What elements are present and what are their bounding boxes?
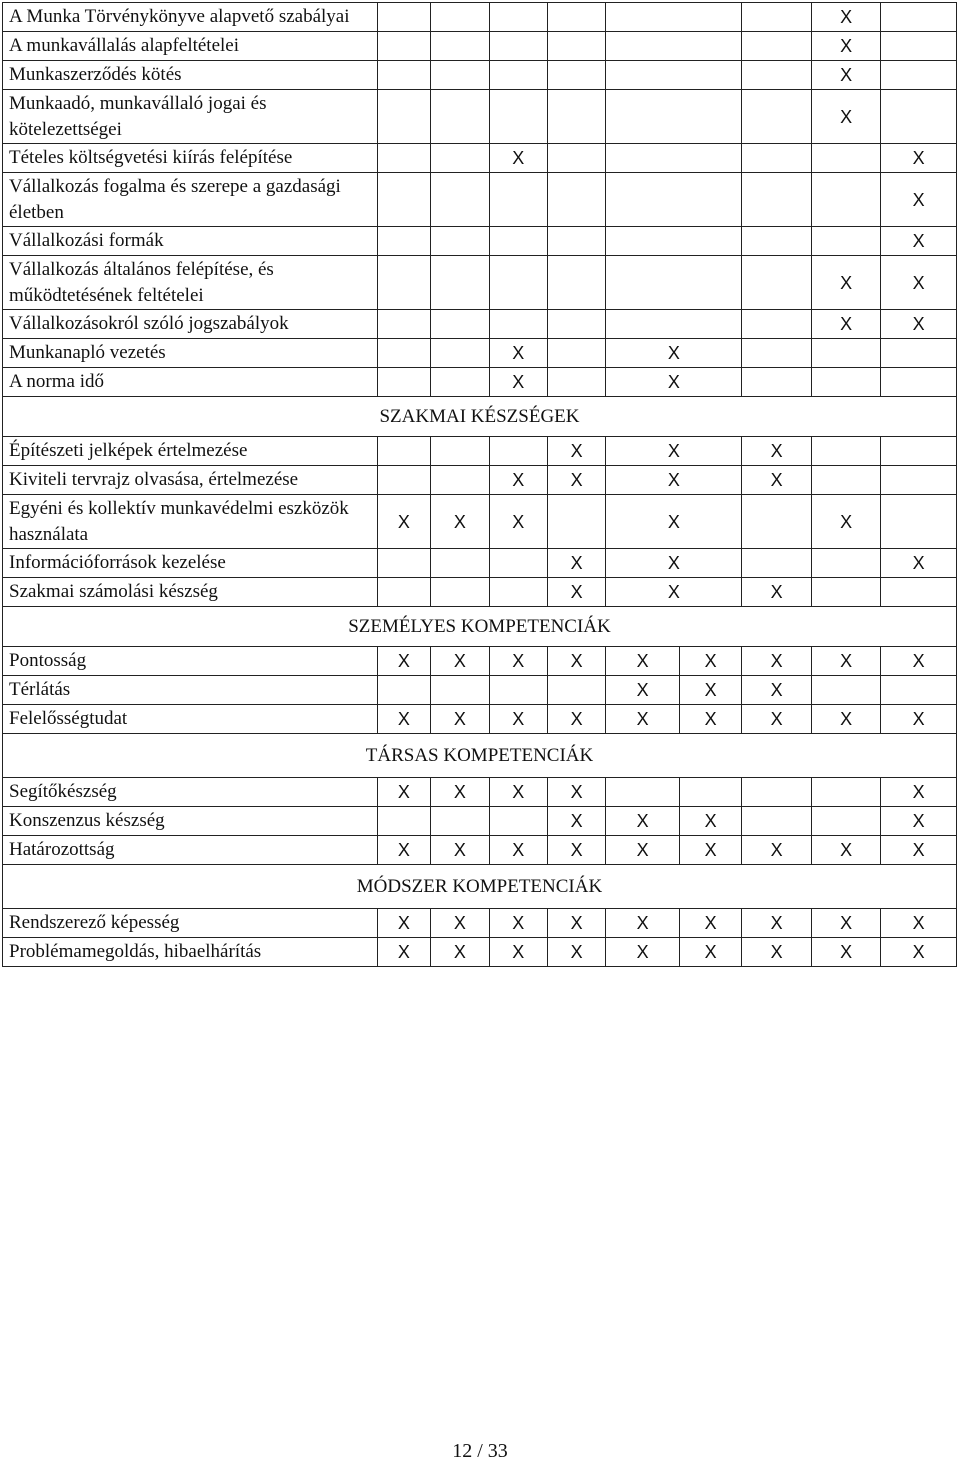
mark-cell: X [679,938,741,967]
mark-cell [811,368,881,397]
table-row [3,339,957,368]
mark-cell [606,3,742,32]
mark-cell [431,3,489,32]
mark-cell [489,227,547,256]
mark-cell: X [606,368,742,397]
mark-cell: X [547,437,605,466]
mark-cell: X [606,466,742,495]
competency-matrix-table [2,2,957,967]
row-label: A norma idő [3,368,378,397]
mark-cell: X [811,647,881,676]
mark-cell: X [811,705,881,734]
mark-cell [489,256,547,310]
section-header: TÁRSAS KOMPETENCIÁK [3,734,957,778]
mark-cell [489,676,547,705]
mark-cell [547,495,605,549]
mark-cell [606,32,742,61]
mark-cell: X [881,227,957,256]
mark-cell: X [489,647,547,676]
mark-cell: X [742,938,812,967]
mark-cell [431,807,489,836]
page-number: 12 / 33 [452,1440,508,1462]
mark-cell: X [881,836,957,865]
mark-cell: X [881,647,957,676]
mark-cell [547,310,605,339]
row-label: Rendszerező képesség [3,909,378,938]
row-label: Segítőkészség [3,778,378,807]
mark-cell: X [547,466,605,495]
mark-cell: X [489,836,547,865]
mark-cell [811,437,881,466]
mark-cell: X [742,705,812,734]
mark-cell: X [606,909,680,938]
mark-cell: X [742,836,812,865]
mark-cell: X [431,705,489,734]
mark-cell: X [547,705,605,734]
mark-cell [742,778,812,807]
table-row [3,32,957,61]
mark-cell [377,227,430,256]
mark-cell: X [742,909,812,938]
mark-cell: X [547,836,605,865]
mark-cell: X [377,778,430,807]
mark-cell: X [547,938,605,967]
mark-cell: X [811,256,881,310]
mark-cell [742,368,812,397]
mark-cell: X [489,705,547,734]
row-label: Munkaszerződés kötés [3,61,378,90]
mark-cell: X [881,705,957,734]
section-header: SZAKMAI KÉSZSÉGEK [3,397,957,437]
mark-cell: X [431,836,489,865]
row-label: Vállalkozási formák [3,227,378,256]
table-row [3,578,957,607]
mark-cell [881,437,957,466]
mark-cell [606,61,742,90]
table-row [3,256,957,310]
mark-cell [881,3,957,32]
mark-cell: X [606,549,742,578]
mark-cell [742,32,812,61]
mark-cell: X [606,578,742,607]
mark-cell: X [431,647,489,676]
row-label: Felelősségtudat [3,705,378,734]
mark-cell [431,549,489,578]
mark-cell [377,90,430,144]
mark-cell [431,227,489,256]
mark-cell [606,227,742,256]
mark-cell: X [881,173,957,227]
mark-cell [377,61,430,90]
mark-cell: X [377,647,430,676]
mark-cell: X [742,578,812,607]
mark-cell: X [489,778,547,807]
mark-cell [881,578,957,607]
mark-cell [377,807,430,836]
table-row [3,647,957,676]
mark-cell: X [811,3,881,32]
mark-cell: X [811,909,881,938]
mark-cell [606,90,742,144]
mark-cell: X [881,549,957,578]
table-row [3,909,957,938]
mark-cell [547,227,605,256]
table-row [3,836,957,865]
mark-cell: X [742,466,812,495]
mark-cell [881,90,957,144]
mark-cell [489,32,547,61]
mark-cell [547,173,605,227]
mark-cell [679,778,741,807]
mark-cell [742,90,812,144]
row-label: Konszenzus készség [3,807,378,836]
mark-cell: X [606,676,680,705]
row-label: Szakmai számolási készség [3,578,378,607]
mark-cell [811,339,881,368]
mark-cell: X [606,938,680,967]
row-label: Munkaadó, munkavállaló jogai és kötelezettségei [3,90,378,144]
table-row [3,807,957,836]
mark-cell [489,549,547,578]
row-label: Határozottság [3,836,378,865]
mark-cell: X [881,310,957,339]
mark-cell [431,466,489,495]
mark-cell [811,144,881,173]
mark-cell [377,339,430,368]
mark-cell [881,495,957,549]
mark-cell: X [547,647,605,676]
mark-cell [377,676,430,705]
mark-cell: X [811,310,881,339]
mark-cell: X [679,647,741,676]
mark-cell: X [606,807,680,836]
table-row [3,549,957,578]
table-row [3,495,957,549]
mark-cell [606,173,742,227]
mark-cell: X [606,705,680,734]
table-row [3,173,957,227]
mark-cell: X [547,778,605,807]
row-label: Pontosság [3,647,378,676]
mark-cell [881,61,957,90]
mark-cell: X [606,647,680,676]
row-label: A munkavállalás alapfeltételei [3,32,378,61]
mark-cell [431,339,489,368]
mark-cell: X [742,676,812,705]
mark-cell [489,173,547,227]
mark-cell: X [881,256,957,310]
mark-cell: X [679,705,741,734]
mark-cell [547,32,605,61]
mark-cell [881,339,957,368]
mark-cell [547,144,605,173]
mark-cell [881,676,957,705]
mark-cell [431,144,489,173]
mark-cell: X [606,836,680,865]
mark-cell [547,339,605,368]
mark-cell [489,3,547,32]
mark-cell [431,578,489,607]
table-row [3,938,957,967]
mark-cell [811,778,881,807]
mark-cell [811,173,881,227]
mark-cell [431,310,489,339]
mark-cell: X [489,909,547,938]
mark-cell [431,437,489,466]
row-label: Vállalkozásokról szóló jogszabályok [3,310,378,339]
mark-cell [377,3,430,32]
mark-cell: X [606,495,742,549]
mark-cell: X [606,339,742,368]
table-row [3,705,957,734]
mark-cell: X [881,778,957,807]
section-header-row [3,607,957,647]
mark-cell: X [811,495,881,549]
row-label: Kiviteli tervrajz olvasása, értelmezése [3,466,378,495]
mark-cell: X [377,836,430,865]
mark-cell [606,310,742,339]
mark-cell [742,256,812,310]
row-label: A Munka Törvénykönyve alapvető szabályai [3,3,378,32]
table-row [3,310,957,339]
table-row [3,61,957,90]
mark-cell [377,144,430,173]
mark-cell [742,144,812,173]
mark-cell [742,61,812,90]
mark-cell [489,578,547,607]
row-label: Térlátás [3,676,378,705]
mark-cell: X [811,32,881,61]
mark-cell [547,368,605,397]
mark-cell [489,807,547,836]
mark-cell [377,173,430,227]
mark-cell: X [377,495,430,549]
section-header-row [3,865,957,909]
mark-cell: X [377,705,430,734]
mark-cell [606,256,742,310]
mark-cell: X [881,144,957,173]
mark-cell: X [679,807,741,836]
mark-cell [547,256,605,310]
mark-cell: X [547,807,605,836]
mark-cell [377,368,430,397]
mark-cell [377,466,430,495]
table-row [3,437,957,466]
mark-cell [811,549,881,578]
row-label: Munkanapló vezetés [3,339,378,368]
mark-cell [606,778,680,807]
mark-cell [547,3,605,32]
mark-cell [431,61,489,90]
mark-cell: X [431,778,489,807]
mark-cell: X [679,676,741,705]
row-label: Vállalkozás általános felépítése, és működtetésének feltételei [3,256,378,310]
mark-cell [811,807,881,836]
mark-cell [377,437,430,466]
mark-cell [377,578,430,607]
mark-cell [742,549,812,578]
table-row [3,466,957,495]
mark-cell: X [811,836,881,865]
table-row [3,778,957,807]
mark-cell [377,32,430,61]
table-row [3,368,957,397]
row-label: Egyéni és kollektív munkavédelmi eszközök használata [3,495,378,549]
section-header: SZEMÉLYES KOMPETENCIÁK [3,607,957,647]
mark-cell [742,495,812,549]
mark-cell [881,466,957,495]
mark-cell [547,61,605,90]
row-label: Tételes költségvetési kiírás felépítése [3,144,378,173]
row-label: Építészeti jelképek értelmezése [3,437,378,466]
mark-cell [811,227,881,256]
mark-cell [742,339,812,368]
mark-cell [489,437,547,466]
mark-cell [489,61,547,90]
mark-cell: X [489,339,547,368]
mark-cell [431,32,489,61]
mark-cell: X [811,938,881,967]
mark-cell [811,578,881,607]
mark-cell [431,256,489,310]
mark-cell [811,676,881,705]
mark-cell: X [811,61,881,90]
mark-cell: X [547,909,605,938]
mark-cell [431,173,489,227]
mark-cell [742,807,812,836]
mark-cell [881,32,957,61]
mark-cell: X [489,144,547,173]
table-row [3,90,957,144]
mark-cell: X [489,938,547,967]
mark-cell [377,549,430,578]
mark-cell [377,310,430,339]
mark-cell: X [489,466,547,495]
mark-cell: X [679,836,741,865]
mark-cell: X [811,90,881,144]
table-row [3,676,957,705]
row-label: Problémamegoldás, hibaelhárítás [3,938,378,967]
mark-cell [742,310,812,339]
mark-cell [377,256,430,310]
mark-cell [431,90,489,144]
mark-cell: X [547,549,605,578]
mark-cell: X [742,647,812,676]
mark-cell [881,368,957,397]
table-row [3,3,957,32]
mark-cell [431,368,489,397]
mark-cell [811,466,881,495]
section-header-row [3,734,957,778]
mark-cell: X [431,938,489,967]
mark-cell [742,173,812,227]
mark-cell: X [881,938,957,967]
mark-cell [547,90,605,144]
mark-cell: X [881,909,957,938]
mark-cell: X [377,909,430,938]
table-row [3,227,957,256]
section-header-row [3,397,957,437]
mark-cell [547,676,605,705]
mark-cell: X [881,807,957,836]
mark-cell: X [377,938,430,967]
mark-cell [742,227,812,256]
row-label: Vállalkozás fogalma és szerepe a gazdasági életben [3,173,378,227]
mark-cell: X [431,909,489,938]
mark-cell: X [489,495,547,549]
mark-cell: X [547,578,605,607]
section-header: MÓDSZER KOMPETENCIÁK [3,865,957,909]
mark-cell [606,144,742,173]
mark-cell [742,3,812,32]
mark-cell: X [742,437,812,466]
mark-cell [489,90,547,144]
mark-cell: X [431,495,489,549]
mark-cell: X [679,909,741,938]
row-label: Információforrások kezelése [3,549,378,578]
mark-cell [431,676,489,705]
table-row [3,144,957,173]
mark-cell: X [489,368,547,397]
mark-cell: X [606,437,742,466]
mark-cell [489,310,547,339]
